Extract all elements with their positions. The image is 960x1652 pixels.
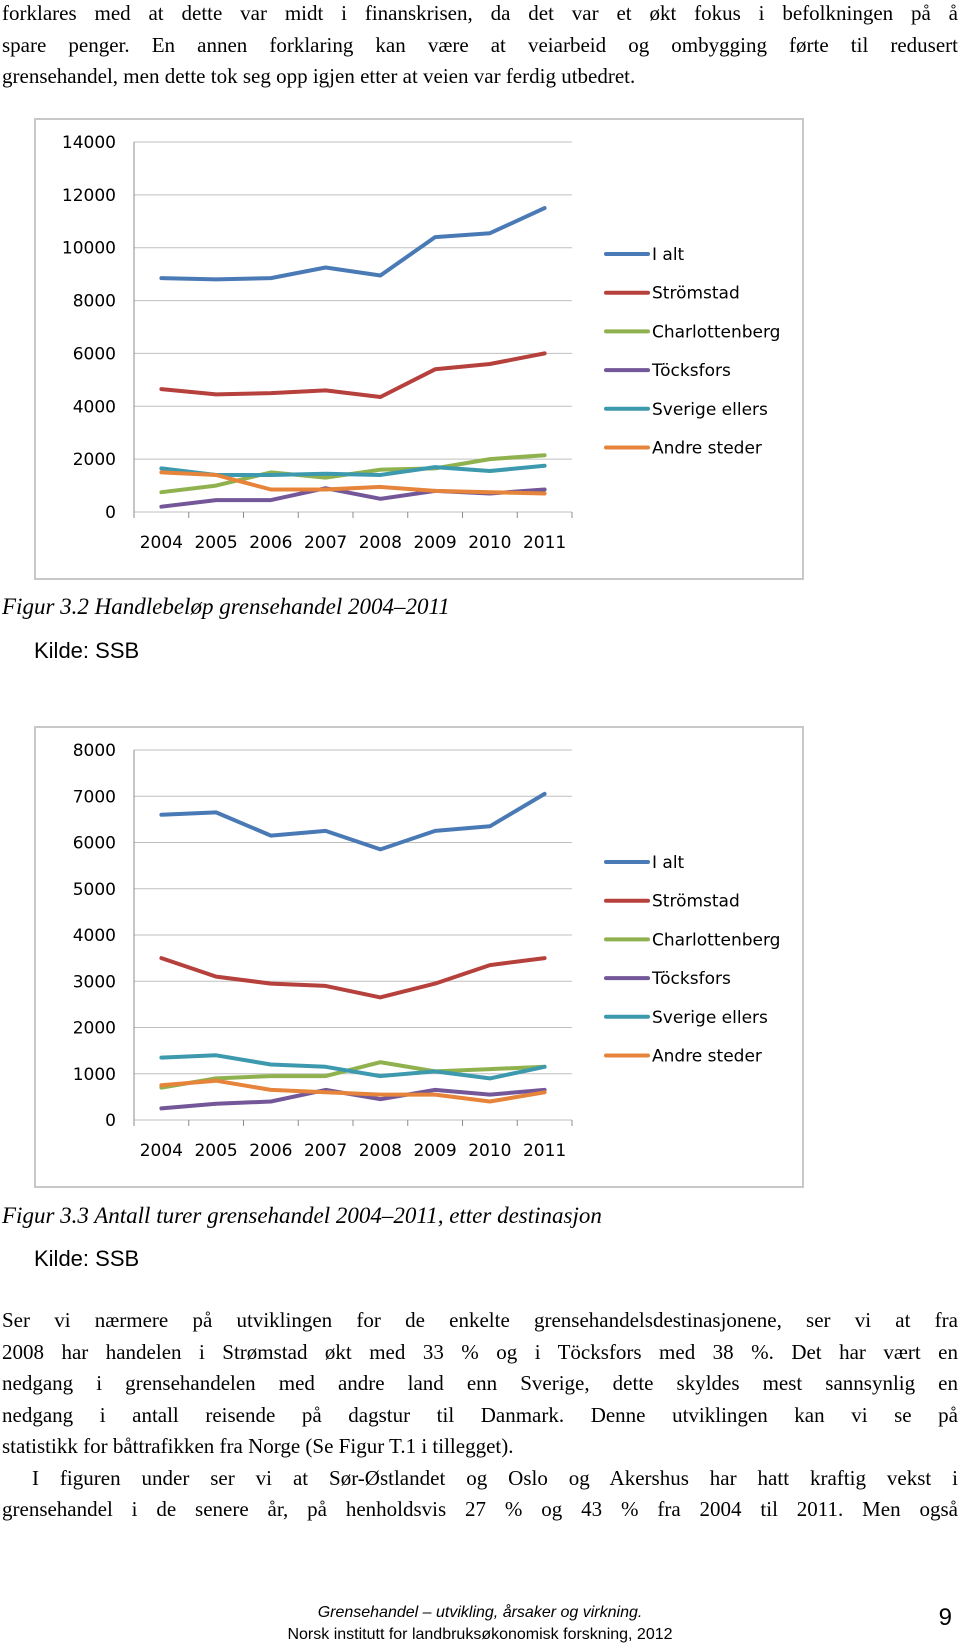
x-tick-label: 2007: [303, 1141, 348, 1161]
text-line: 2008 har handelen i Strømstad økt med 33 % og i Töcksfors med 38 %. Det har vært en: [2, 1339, 958, 1364]
y-tick-label: 2000: [72, 450, 116, 471]
text-line: grensehandel i de senere år, på henholdsvis 27 % og 43 % fra 2004 til 2011. Men også: [2, 1497, 958, 1521]
chart-figure-3-2: [34, 118, 804, 580]
series-line-strömstad: [161, 353, 544, 397]
y-tick-label: 6000: [72, 344, 116, 365]
legend-label: I alt: [652, 853, 685, 873]
y-tick-label: 7000: [72, 787, 116, 808]
series-line-strömstad: [161, 958, 544, 997]
chart-2-svg: [36, 728, 802, 1186]
y-tick-label: 1000: [72, 1064, 116, 1085]
y-tick-label: 10000: [61, 238, 116, 259]
series-line-i-alt: [161, 794, 544, 850]
legend-label: Charlottenberg: [652, 930, 781, 951]
legend-label: I alt: [652, 245, 685, 265]
x-tick-label: 2010: [468, 1141, 512, 1161]
chart-figure-3-3: [34, 726, 804, 1188]
x-tick-label: 2007: [303, 533, 348, 553]
x-tick-label: 2011: [522, 533, 567, 553]
series-line-sverige-ellers: [161, 1055, 544, 1078]
x-tick-label: 2008: [358, 1141, 403, 1161]
y-tick-label: 8000: [72, 741, 116, 761]
series-line-charlottenberg: [161, 1062, 544, 1087]
figure-source-3-3: Kilde: SSB: [34, 1246, 140, 1271]
y-tick-label: 0: [105, 1111, 116, 1131]
figure-source-3-2: Kilde: SSB: [34, 638, 140, 663]
legend-label: Andre steder: [652, 1046, 762, 1067]
x-tick-label: 2006: [249, 1141, 293, 1161]
x-tick-label: 2009: [413, 1141, 457, 1161]
legend-label: Sverige ellers: [652, 399, 768, 420]
page-number: 9: [938, 1604, 952, 1631]
x-tick-label: 2004: [139, 1141, 184, 1161]
body-paragraph: [2, 1305, 958, 1526]
series-line-sverige-ellers: [161, 466, 544, 475]
text-line: I figuren under ser vi at Sør-Østlandet og Oslo og Akershus har hatt kraftig vekst i: [32, 1465, 958, 1490]
figure-caption-3-3: Figur 3.3 Antall turer grensehandel 2004–2011, etter destinasjon: [2, 1203, 602, 1228]
footer-institute: Norsk institutt for landbruksøkonomisk forskning, 2012: [287, 1626, 673, 1643]
legend-label: Sverige ellers: [652, 1007, 768, 1028]
y-tick-label: 14000: [61, 133, 116, 153]
text-line: Ser vi nærmere på utviklingen for de enkelte grensehandelsdestinasjonene, ser vi at fra: [2, 1308, 958, 1332]
y-tick-label: 8000: [72, 291, 116, 312]
legend-label: Strömstad: [652, 283, 740, 304]
footer-title: Grensehandel – utvikling, årsaker og virkning.: [317, 1604, 643, 1621]
series-line-andre-steder: [161, 1081, 544, 1102]
chart-1-svg: [36, 120, 802, 578]
figure-caption-3-2: Figur 3.2 Handlebeløp grensehandel 2004–2011: [2, 594, 450, 619]
y-tick-label: 0: [105, 503, 116, 523]
top-paragraph: [2, 0, 958, 93]
text-line: nedgang i grensehandelen med andre land enn Sverige, dette skyldes mest sannsynlig en: [2, 1371, 958, 1395]
x-tick-label: 2005: [194, 1141, 238, 1161]
legend-label: Charlottenberg: [652, 322, 781, 343]
x-tick-label: 2011: [522, 1141, 567, 1161]
legend-label: Töcksfors: [652, 969, 731, 990]
text-line: nedgang i antall reisende på dagstur til Danmark. Denne utviklingen kan vi se på: [2, 1402, 958, 1427]
y-tick-label: 4000: [72, 397, 116, 418]
text-line: grensehandel, men dette tok seg opp igjen etter at veien var ferdig utbedret.: [2, 64, 636, 88]
y-tick-label: 12000: [61, 185, 116, 206]
x-tick-label: 2008: [358, 533, 403, 553]
y-tick-label: 5000: [72, 879, 116, 900]
x-tick-label: 2009: [413, 533, 457, 553]
text-line: forklares med at dette var midt i finanskrisen, da det var et økt fokus i befolkningen på å: [2, 1, 958, 25]
text-line: statistikk for båttrafikken fra Norge (Se Figur T.1 i tillegget).: [2, 1434, 514, 1458]
legend-label: Andre steder: [652, 438, 762, 459]
legend-label: Strömstad: [652, 891, 740, 912]
y-tick-label: 4000: [72, 926, 116, 946]
x-tick-label: 2004: [139, 533, 184, 553]
y-tick-label: 3000: [72, 972, 116, 993]
x-tick-label: 2006: [249, 533, 293, 553]
x-tick-label: 2010: [468, 533, 512, 553]
y-tick-label: 2000: [72, 1018, 116, 1039]
x-tick-label: 2005: [194, 533, 238, 553]
series-line-i-alt: [161, 208, 544, 279]
legend-label: Töcksfors: [652, 361, 731, 382]
text-line: spare penger. En annen forklaring kan være at veiarbeid og ombygging førte til redusert: [2, 32, 958, 57]
y-tick-label: 6000: [72, 833, 116, 854]
